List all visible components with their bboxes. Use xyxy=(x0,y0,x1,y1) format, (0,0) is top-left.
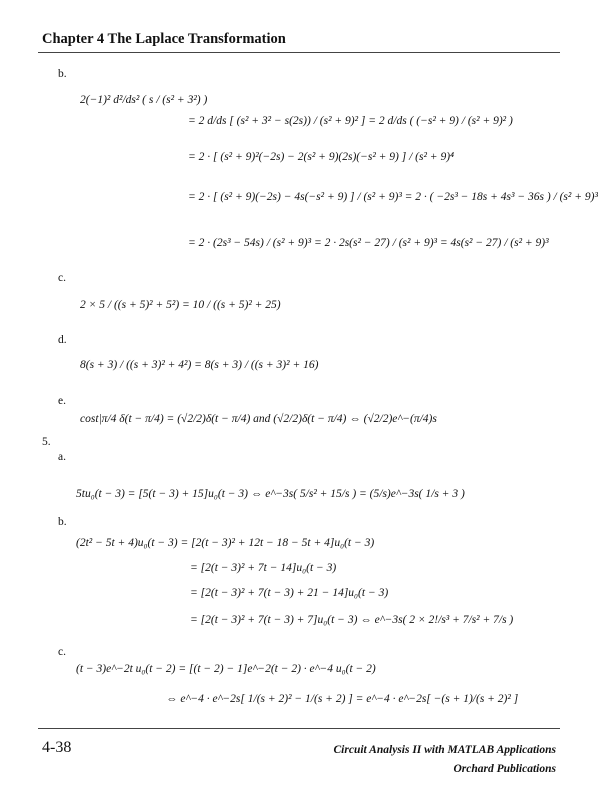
eq-d: 8(s + 3) / ((s + 3)² + 4²) = 8(s + 3) / ((s + 3)² + 16) xyxy=(80,359,319,371)
eq-5a: 5tu₀(t − 3) = [5(t − 3) + 15]u₀(t − 3) ⇔ e^−3s( 5/s² + 15/s ) = (5/s)e^−3s( 1/s + 3 ) xyxy=(76,488,465,500)
eq-5b-1: (2t² − 5t + 4)u₀(t − 3) = [2(t − 3)² + 12t − 18 − 5t + 4]u₀(t − 3) xyxy=(76,537,375,549)
eq-5b-4: = [2(t − 3)² + 7(t − 3) + 7]u₀(t − 3) ⇔ e^−3s( 2 × 2!/s³ + 7/s² + 7/s ) xyxy=(190,614,514,626)
eq-b-3: = 2 · [ (s² + 9)(−2s) − 4s(−s² + 9) ] / (s² + 9)³ = 2 · ( −2s³ − 18s + 4s³ − 36s ) / (s² + 9)³ xyxy=(188,191,598,203)
eq-c: 2 × 5 / ((s + 5)² + 5²) = 10 / ((s + 5)² + 25) xyxy=(80,299,281,311)
eq-5b-2: = [2(t − 3)² + 7t − 14]u₀(t − 3) xyxy=(190,562,337,574)
label-5c: c. xyxy=(58,646,66,658)
eq-5c-2: ⇔ e^−4 · e^−2s[ 1/(s + 2)² − 1/(s + 2) ] = e^−4 · e^−2s[ −(s + 1)/(s + 2)² ] xyxy=(166,693,519,705)
eq-e: cost|π/4 δ(t − π/4) = (√2/2)δ(t − π/4) and (√2/2)δ(t − π/4) ⇔ (√2/2)e^−(π/4)s xyxy=(80,413,437,425)
label-d: d. xyxy=(58,334,67,346)
footer-rule xyxy=(38,728,560,729)
eq-5b-3: = [2(t − 3)² + 7(t − 3) + 21 − 14]u₀(t − 3) xyxy=(190,587,389,599)
eq-b-2: = 2 · [ (s² + 9)²(−2s) − 2(s² + 9)(2s)(−s² + 9) ] / (s² + 9)⁴ xyxy=(188,151,455,163)
label-c: c. xyxy=(58,272,66,284)
chapter-header: Chapter 4 The Laplace Transformation xyxy=(42,31,286,47)
eq-b-lhs: 2(−1)² d²/ds² ( s / (s² + 3²) ) xyxy=(80,94,208,106)
label-e: e. xyxy=(58,395,66,407)
problem-5-label: 5. xyxy=(42,436,51,448)
publisher: Orchard Publications xyxy=(453,763,556,775)
eq-b-4: = 2 · (2s³ − 54s) / (s² + 9)³ = 2 · 2s(s² − 27) / (s² + 9)³ = 4s(s² − 27) / (s² + 9)³ xyxy=(188,237,549,249)
eq-5c-1: (t − 3)e^−2t u₀(t − 2) = [(t − 2) − 1]e^−2(t − 2) · e^−4 u₀(t − 2) xyxy=(76,663,376,675)
label-5b: b. xyxy=(58,516,67,528)
eq-b-1: = 2 d/ds [ (s² + 3² − s(2s)) / (s² + 9)² ] = 2 d/ds ( (−s² + 9) / (s² + 9)² ) xyxy=(188,115,513,127)
header-rule xyxy=(38,52,560,53)
book-title: Circuit Analysis II with MATLAB Applications xyxy=(333,744,556,756)
label-5a: a. xyxy=(58,451,66,463)
label-b: b. xyxy=(58,68,67,80)
page-number: 4-38 xyxy=(42,739,72,756)
